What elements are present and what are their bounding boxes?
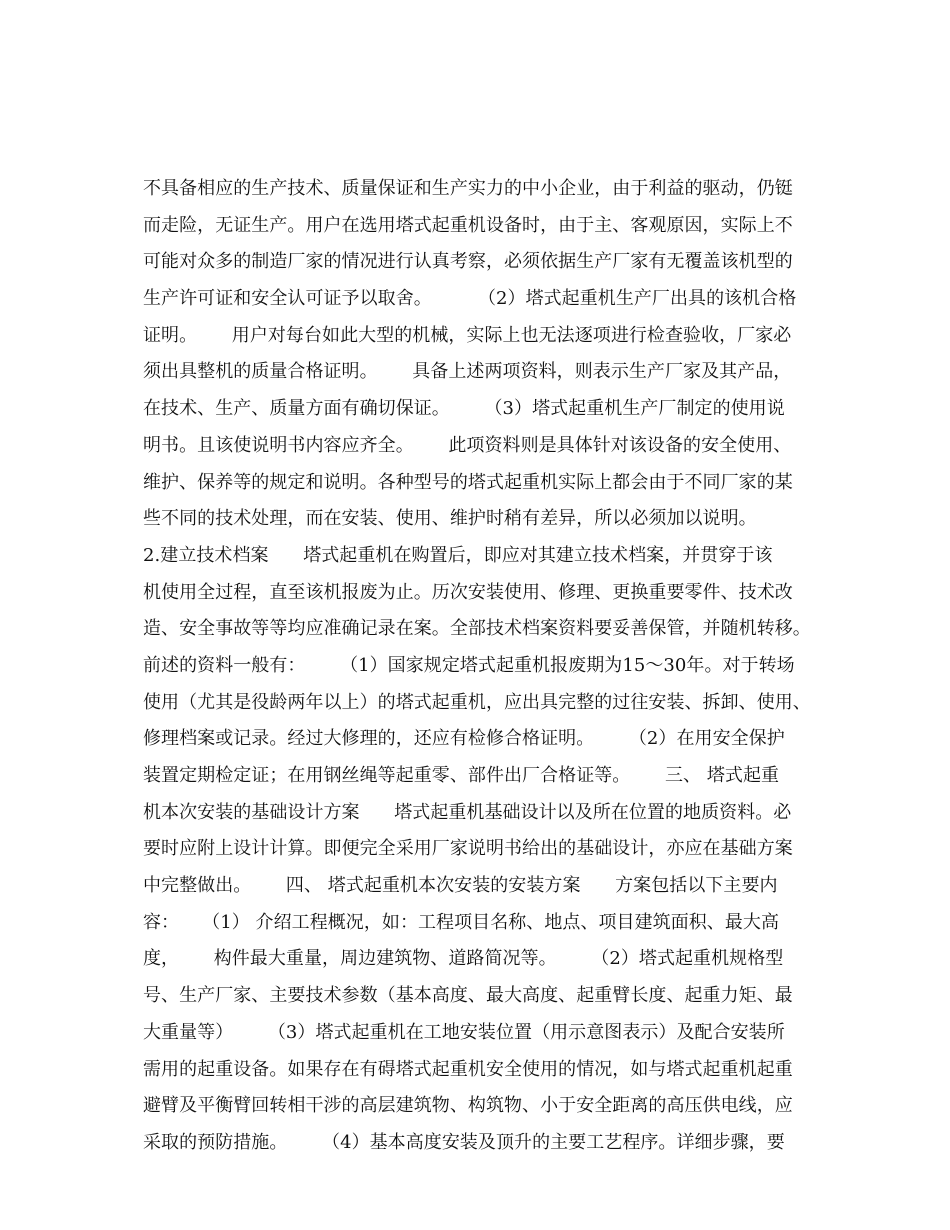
- text-line: 机本次安装的基础设计方案 塔式起重机基础设计以及所在位置的地质资料。必: [143, 801, 792, 823]
- body-text: [143, 171, 811, 1162]
- text-line: 在技术、生产、质量方面有确切保证。 （3）塔式起重机生产厂制定的使用说: [143, 398, 785, 420]
- text-line: 要时应附上设计计算。即便完全采用厂家说明书给出的基础设计，亦应在基础方案: [143, 838, 793, 860]
- text-line: 维护、保养等的规定和说明。各种型号的塔式起重机实际上都会由于不同厂家的某: [143, 471, 793, 493]
- text-line: 容： （1） 介绍工程概况，如：工程项目名称、地点、项目建筑面积、最大高: [143, 911, 780, 933]
- text-line: 使用（尤其是役龄两年以上）的塔式起重机，应出具完整的过往安装、拆卸、使用、: [143, 691, 811, 713]
- text-line: 造、安全事故等等均应准确记录在案。全部技术档案资料要妥善保管，并随机转移。: [143, 618, 811, 640]
- text-line: 号、生产厂家、主要技术参数（基本高度、最大高度、起重臂长度、起重力矩、最: [143, 985, 793, 1007]
- text-line: 些不同的技术处理，而在安装、使用、维护时稍有差异，所以必须加以说明。: [143, 508, 757, 530]
- text-line: 中完整做出。 四、 塔式起重机本次安装的安装方案 方案包括以下主要内: [143, 875, 778, 897]
- text-line: 装置定期检定证；在用钢丝绳等起重零、部件出厂合格证等。 三、 塔式起重: [143, 765, 780, 786]
- text-line: 避臂及平衡臂回转相干涉的高层建筑物、构筑物、小于安全距离的高压供电线，应: [143, 1095, 793, 1117]
- text-line: 采取的预防措施。 （4）基本高度安装及顶升的主要工艺程序。详细步骤，要: [143, 1131, 785, 1153]
- text-line: 生产许可证和安全认可证予以取舍。 （2）塔式起重机生产厂出具的该机合格: [143, 288, 797, 310]
- text-line: 须出具整机的质量合格证明。 具备上述两项资料，则表示生产厂家及其产品，: [143, 361, 792, 383]
- text-line: 修理档案或记录。经过大修理的，还应有检修合格证明。 （2）在用安全保护: [143, 728, 785, 750]
- text-line: 前述的资料一般有： （1）国家规定塔式起重机报废期为15～30年。对于转场: [143, 654, 795, 676]
- text-line: 不具备相应的生产技术、质量保证和生产实力的中小企业，由于利益的驱动，仍铤: [143, 178, 793, 199]
- text-line: 机使用全过程，直至该机报废为止。历次安装使用、修理、更换重要零件、技术改: [143, 581, 793, 603]
- text-line: 需用的起重设备。如果存在有碍塔式起重机安全使用的情况，如与塔式起重机起重: [143, 1058, 793, 1080]
- text-line: 而走险，无证生产。用户在选用塔式起重机设备时，由于主、客观原因，实际上不: [143, 214, 793, 236]
- text-line: 2.建立技术档案 塔式起重机在购置后，即应对其建立技术档案，并贯穿于该: [143, 544, 773, 566]
- text-line: 可能对众多的制造厂家的情况进行认真考察，必须依据生产厂家有无覆盖该机型的: [143, 251, 793, 273]
- text-line: 明书。且该使说明书内容应齐全。 此项资料则是具体针对该设备的安全使用、: [143, 434, 792, 456]
- text-line: 大重量等） （3）塔式起重机在工地安装位置（用示意图表示）及配合安装所: [143, 1021, 785, 1043]
- text-line: 度， 构件最大重量，周边建筑物、道路简况等。 （2）塔式起重机规格型: [143, 948, 784, 970]
- text-line: 证明。 用户对每台如此大型的机械，实际上也无法逐项进行检查验收，厂家必: [143, 324, 792, 346]
